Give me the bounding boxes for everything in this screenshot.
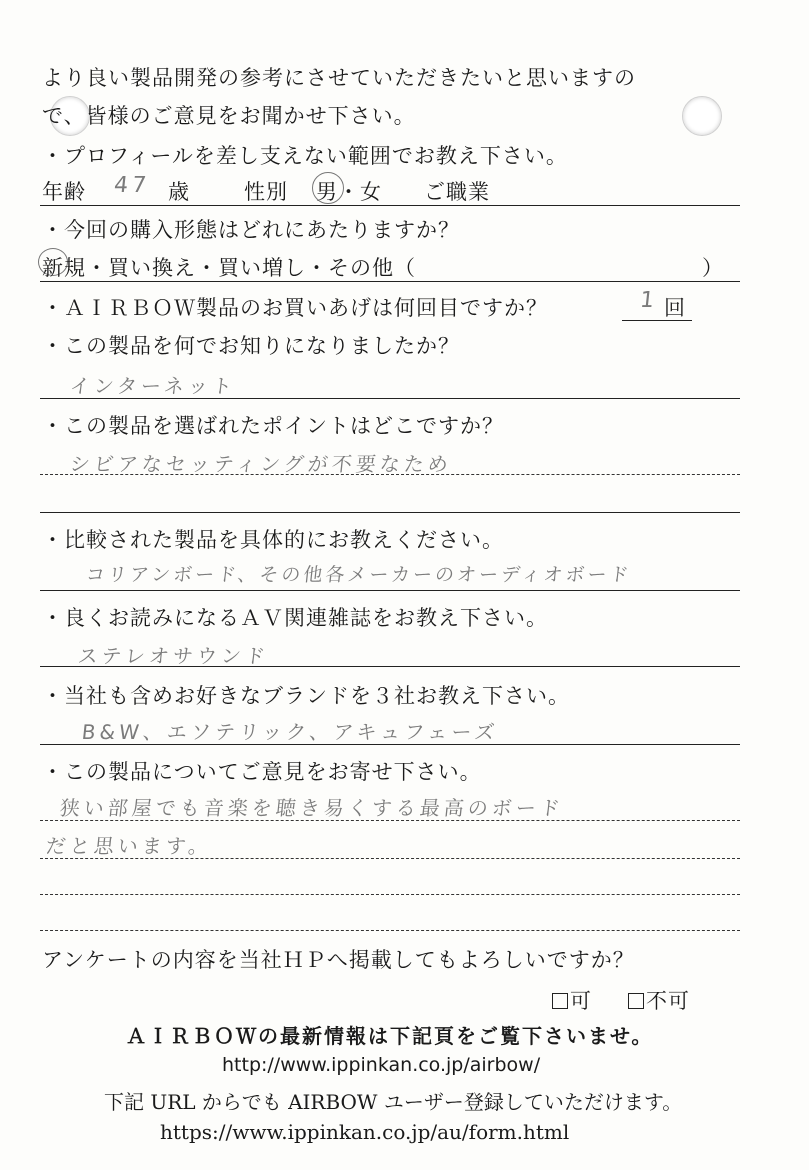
reason-question: ・この製品を選ばれたポイントはどこですか？	[42, 414, 504, 438]
compared-question: ・比較された製品を具体的にお教えください。	[42, 528, 504, 552]
footer-url-2[interactable]: https://www.ippinkan.co.jp/au/form.html	[160, 1120, 570, 1144]
magazine-question: ・良くお読みになるＡＶ関連雑誌をお教え下さい。	[42, 606, 548, 630]
opinion-dashed-line-3	[40, 894, 740, 895]
intro-line-1: より良い製品開発の参考にさせていただきたいと思いますの	[42, 66, 636, 90]
gender-options: 男・女	[316, 180, 382, 204]
purchase-type-close-paren: ）	[702, 256, 724, 280]
brands-underline	[40, 744, 740, 745]
purchase-type-options: 新規・買い換え・買い増し・その他（	[42, 256, 416, 280]
consent-no-checkbox[interactable]	[628, 993, 644, 1009]
opinion-question: ・この製品についてご意見をお寄せ下さい。	[42, 760, 482, 784]
source-answer: インターネット	[68, 374, 238, 398]
punch-hole-right	[682, 96, 722, 136]
purchase-count-question: ・ＡＩＲＢＯＷ製品のお買いあげは何回目ですか？	[42, 296, 548, 320]
opinion-answer-line-1: 狭い部屋でも音楽を聴き易くする最高のボード	[58, 796, 566, 820]
footer-url-1[interactable]: http://www.ippinkan.co.jp/airbow/	[222, 1054, 541, 1076]
purchase-count-value: 1	[638, 288, 660, 313]
purchase-type-question: ・今回の購入形態はどれにあたりますか？	[42, 218, 460, 242]
compared-underline	[40, 590, 740, 591]
purchase-type-underline	[40, 281, 740, 282]
consent-yes-checkbox[interactable]	[552, 993, 568, 1009]
profile-question: ・プロフィールを差し支えない範囲でお教え下さい。	[42, 144, 568, 168]
brands-question: ・当社も含めお好きなブランドを３社お教え下さい。	[42, 684, 570, 708]
purchase-count-unit: 回	[664, 296, 686, 320]
opinion-dashed-line-1	[40, 820, 740, 821]
consent-yes[interactable]	[552, 985, 592, 1015]
age-value: 47	[112, 173, 152, 198]
source-underline	[40, 398, 740, 399]
consent-no-label: 不可	[646, 989, 690, 1013]
occupation-label: ご職業	[424, 180, 490, 204]
compared-answer: コリアンボード、その他各メーカーのオーディオボード	[84, 564, 633, 586]
footer-headline: ＡＩＲＢＯＷの最新情報は下記頁をご覧下さいませ。	[126, 1024, 654, 1048]
brands-answer: B&W、エソテリック、アキュフェーズ	[80, 720, 500, 744]
consent-no[interactable]	[628, 985, 690, 1015]
opinion-answer-line-2: だと思います。	[44, 834, 214, 858]
purchase-count-underline	[622, 320, 692, 321]
gender-label: 性別	[244, 180, 288, 204]
magazine-underline	[40, 666, 740, 667]
age-label: 年齢	[42, 180, 86, 204]
opinion-dashed-line-4	[40, 930, 740, 931]
intro-line-2: で、皆様のご意見をお聞かせ下さい。	[42, 104, 416, 128]
reason-dashed-line-1	[40, 474, 740, 475]
consent-yes-label: 可	[570, 989, 592, 1013]
reason-underline	[40, 512, 740, 513]
reason-answer: シビアなセッティングが不要なため	[68, 452, 454, 476]
age-unit: 歳	[168, 180, 190, 204]
consent-question: アンケートの内容を当社ＨＰへ掲載してもよろしいですか？	[42, 948, 635, 972]
magazine-answer: ステレオサウンド	[76, 644, 271, 668]
footer-register-text: 下記 URL からでも AIRBOW ユーザー登録していただけます。	[104, 1090, 683, 1114]
profile-underline	[40, 205, 740, 206]
opinion-dashed-line-2	[40, 858, 740, 859]
source-question: ・この製品を何でお知りになりましたか？	[42, 334, 460, 358]
